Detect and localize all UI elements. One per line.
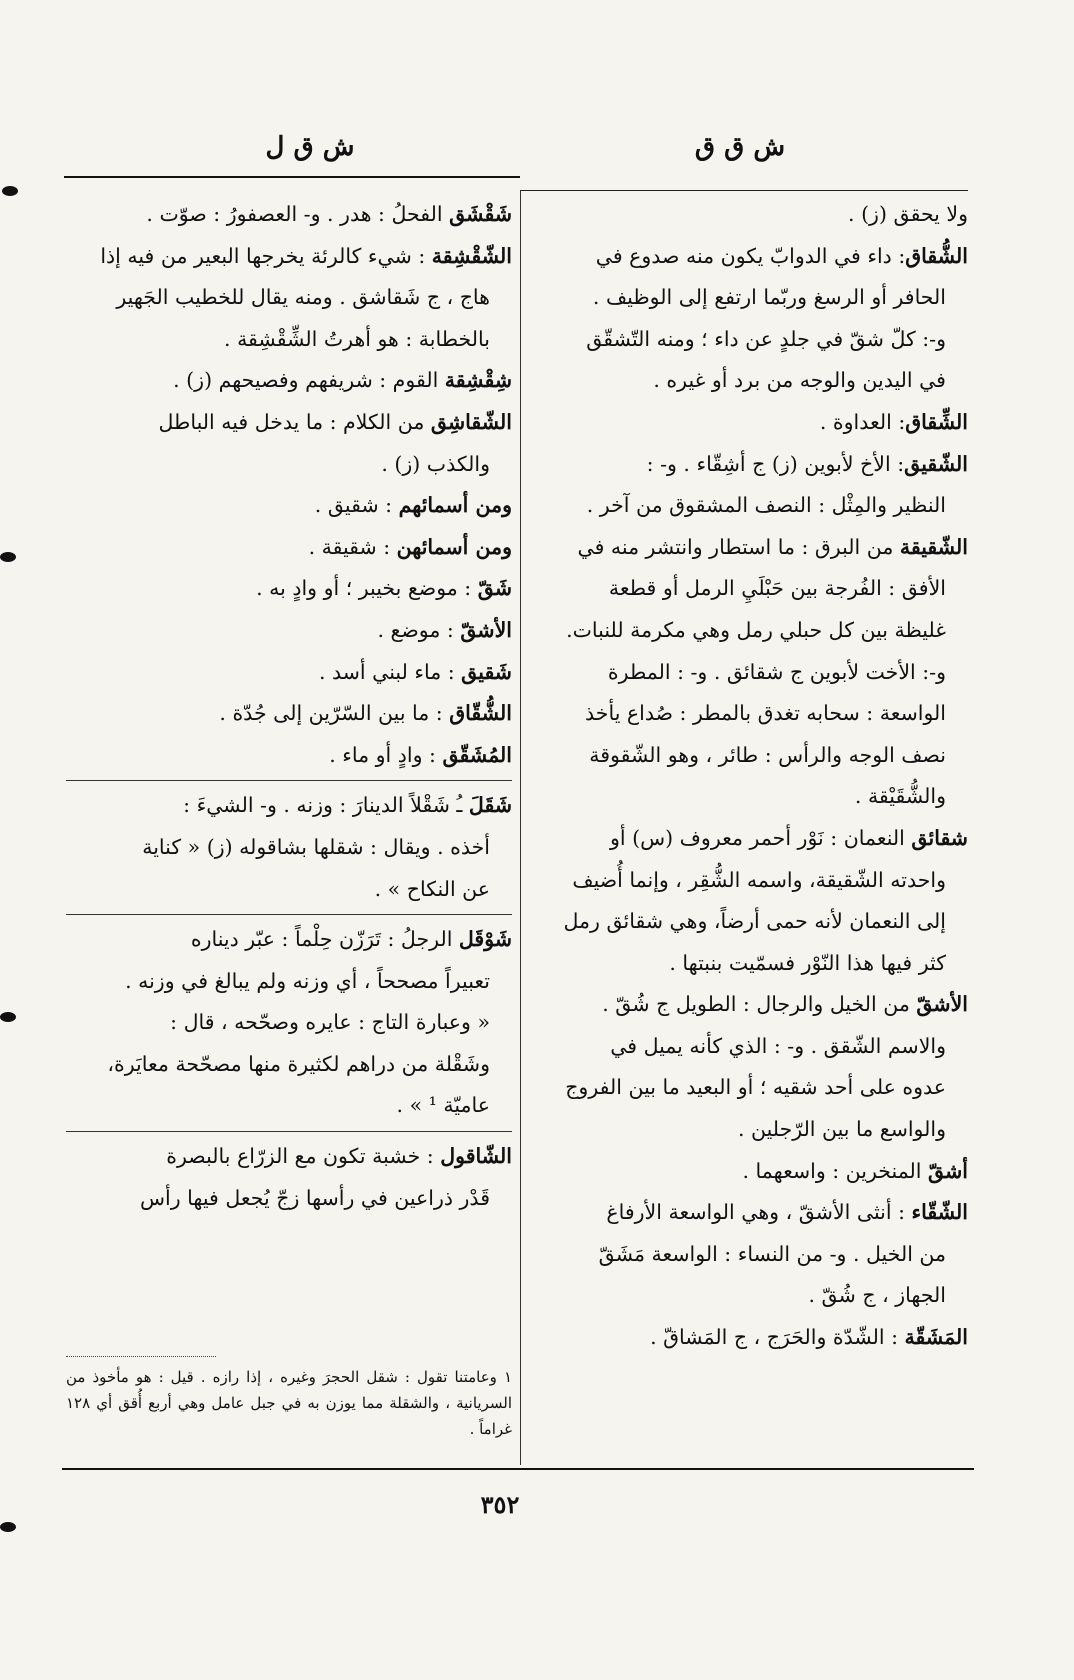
bottom-rule <box>62 1468 974 1470</box>
dictionary-entry <box>528 1317 968 1359</box>
headword: ومن أسمائهم <box>398 493 512 518</box>
definition-text: : داء في الدوابّ يكون منه صدوع في <box>595 243 906 268</box>
scan-blot <box>0 1012 16 1022</box>
entry-separator <box>66 780 512 781</box>
dictionary-entry <box>66 194 512 236</box>
definition-text: ـُ شَقْلاً الدينارَ : وزنه . و- الشيءَ : <box>183 793 469 818</box>
headword: الشّقيقة <box>899 534 968 559</box>
definition-continuation: هاج ، ج شَقاشق . ومنه يقال للخطيب الجَهير <box>116 285 490 310</box>
headword: شَقَلَ <box>468 793 512 818</box>
headword: الشّقّاء <box>911 1200 968 1225</box>
left-column-root-header: ش ق ل <box>265 132 355 162</box>
headword: الشُّقّاق <box>449 701 512 726</box>
headword: شقائق <box>911 825 968 850</box>
dictionary-entry <box>528 444 968 527</box>
definition-continuation: « وعبارة التاج : عايره وصحّحه ، قال : <box>170 1010 490 1035</box>
header-rule-right <box>520 190 968 191</box>
entry-separator <box>66 1131 512 1132</box>
headword: شَقيق <box>461 659 512 684</box>
dictionary-entry <box>528 194 968 236</box>
definition-continuation: الحافر أو الرسغ وربّما ارتفع إلى الوظيف . <box>592 285 946 310</box>
definition-text: : الأخ لأبوين (ز) ج أشِقّاء . و- : <box>646 451 905 476</box>
footnote: ١ وعامتنا تقول : شقل الحجرَ وغيره ، إذا رازه . قيل : هو مأخوذ من السريانية ، والشقلة مما يوزن به في جبل عامل وهي أربع أُقق أي ١٢٨ غراماً . <box>66 1368 512 1438</box>
definition-text: القوم : شريفهم وفصيحهم (ز) . <box>173 368 445 393</box>
definition-continuation: والشُّقَيْقة . <box>854 784 946 809</box>
definition-text: : شقيقة . <box>308 534 397 559</box>
definition-text: : شقيق . <box>314 493 399 518</box>
definition-continuation: في اليدين والوجه من برد أو غيره . <box>653 368 946 393</box>
definition-continuation: نصف الوجه والرأس : طائر ، وهو الشّقوقة <box>589 742 946 767</box>
headword: الأشقّ <box>460 617 512 642</box>
headword: الأشقّ <box>916 992 968 1017</box>
definition-text: : خشبة تكون مع الزرّاع بالبصرة <box>166 1144 441 1169</box>
definition-text: النعمان : نَوْر أحمر معروف (س) أو <box>610 825 912 850</box>
headword: الشّقاشِق <box>430 409 512 434</box>
headword: شَوْقَل <box>458 927 512 952</box>
definition-text: : ما بين السّرّين إلى جُدّة . <box>219 701 450 726</box>
scan-blot <box>2 186 18 196</box>
dictionary-entry <box>528 402 968 444</box>
definition-continuation: و-: كلّ شقّ في جلدٍ عن داء ؛ ومنه التّشقّق <box>586 326 946 351</box>
footnote-rule <box>66 1356 216 1357</box>
entry-separator <box>66 914 512 915</box>
headword: ومن أسمائهن <box>396 534 512 559</box>
headword: المُشَقّق <box>442 742 512 767</box>
definition-text: المنخرين : واسعهما . <box>742 1158 929 1183</box>
definition-continuation: و-: الأخت لأبوين ج شقائق . و- : المطرة <box>607 659 946 684</box>
scan-blot <box>0 1522 16 1532</box>
page-number: ٣٥٢ <box>480 1490 520 1519</box>
definition-continuation: عن النكاح » . <box>374 876 490 901</box>
dictionary-entry <box>66 735 512 777</box>
definition-text: : ماء لبني أسد . <box>318 659 462 684</box>
definition-text: : وادٍ أو ماء . <box>329 742 443 767</box>
scan-blot <box>0 552 16 562</box>
definition-text: من الخيل والرجال : الطويل ج شُقّ . <box>602 992 917 1017</box>
column-divider <box>520 190 521 1465</box>
definition-text: : الشّدّة والحَرَج ، ج المَشاقّ . <box>650 1325 905 1350</box>
dictionary-entry <box>66 919 512 1127</box>
dictionary-entry <box>66 1136 512 1219</box>
header-rule-left <box>64 176 520 178</box>
definition-continuation: الواسعة : سحابه تغدق بالمطر : صُداع يأخذ <box>585 701 946 726</box>
headword: شَقْشَق <box>449 202 512 226</box>
headword: الشّقْشِقة <box>431 243 512 268</box>
dictionary-entry <box>66 693 512 735</box>
definition-continuation: عاميّة ¹ » . <box>396 1093 490 1118</box>
definition-text: الفحلُ : هدر . و- العصفورُ : صوّت . <box>146 202 450 226</box>
definition-text: : شيء كالرئة يخرجها البعير من فيه إذا <box>100 243 432 268</box>
headword: الشّاقول <box>440 1144 512 1169</box>
definition-continuation: واحدته الشّقيقة، واسمه الشُّقِر ، وإنما أُضيف <box>572 867 946 892</box>
definition-continuation: بالخطابة : هو أهرتُ الشِّقْشِقة . <box>224 326 490 351</box>
definition-text: : أنثى الأشقّ ، وهي الواسعة الأرفاغ <box>606 1200 912 1225</box>
dictionary-entry <box>528 984 968 1150</box>
definition-continuation: غليظة بين كل حبلي رمل وهي مكرمة للنبات. <box>566 617 946 642</box>
definition-text: الرجلُ : تَرَزّن حِلْماً : عبّر ديناره <box>190 927 459 952</box>
headword: الشّقيق <box>904 451 968 476</box>
definition-continuation: والاسم الشّقق . و- : الذي كأنه يميل في <box>610 1033 946 1058</box>
dictionary-entry <box>66 527 512 569</box>
dictionary-entry <box>66 485 512 527</box>
dictionary-entry <box>66 568 512 610</box>
definition-continuation: إلى النعمان لأنه حمى أرضاً، وهي شقائق رمل <box>563 909 946 934</box>
right-column-root-header: ش ق ق <box>694 132 786 162</box>
dictionary-entry <box>528 818 968 984</box>
definition-continuation: والواسع ما بين الرّجلين . <box>737 1117 946 1142</box>
definition-continuation: والكذب (ز) . <box>381 451 490 476</box>
dictionary-entry <box>66 652 512 694</box>
definition-text: من الكلام : ما يدخل فيه الباطل <box>158 409 431 434</box>
headword: شِقْشِقة <box>444 368 512 393</box>
dictionary-entry <box>528 1151 968 1193</box>
definition-text: : موضع . <box>377 617 461 642</box>
dictionary-entry <box>528 236 968 402</box>
definition-continuation: من الخيل . و- من النساء : الواسعة مَشَقّ <box>598 1241 946 1266</box>
dictionary-entry <box>66 610 512 652</box>
left-column <box>66 194 512 1219</box>
right-column <box>528 194 968 1359</box>
headword: الشِّقاق <box>905 409 968 434</box>
definition-continuation: الأفق : الفُرجة بين حَبْلَيِ الرمل أو قطعة <box>608 576 946 601</box>
dictionary-entry <box>66 402 512 485</box>
definition-continuation: النظير والمِثْل : النصف المشقوق من آخر . <box>586 493 946 518</box>
definition-text: : العداوة . <box>819 409 906 434</box>
definition-continuation: تعبيراً مصححاً ، أي وزنه ولم يبالغ في وزنه . <box>125 968 490 993</box>
definition-continuation: أخذه . ويقال : شقلها بشاقوله (ز) « كناية <box>142 834 490 859</box>
definition-continuation: عدوه على أحد شقيه ؛ أو البعيد ما بين الفروج <box>565 1075 946 1100</box>
dictionary-entry <box>528 527 968 818</box>
headword: المَشَقّة <box>904 1325 968 1350</box>
headword: أشقّ <box>928 1158 968 1183</box>
definition-continuation: كثر فيها هذا النّوْر فسمّيت بنبتها . <box>669 950 946 975</box>
definition-text: من البرق : ما استطار وانتشر منه في <box>577 534 900 559</box>
definition-continuation: وشَقْلة من دراهم لكثيرة منها مصحّحة معايَرة، <box>107 1051 490 1076</box>
dictionary-entry <box>66 236 512 361</box>
headword: شَقّ <box>477 576 512 601</box>
dictionary-entry <box>66 785 512 910</box>
dictionary-entry <box>528 1192 968 1317</box>
headword: الشُّقاق <box>905 243 968 268</box>
definition-text: : موضع بخيبر ؛ أو وادٍ به . <box>256 576 478 601</box>
definition-text: ولا يحقق (ز) . <box>848 202 968 226</box>
definition-continuation: قَدْر ذراعين في رأسها زجّ يُجعل فيها رأس <box>140 1185 490 1210</box>
definition-continuation: الجهاز ، ج شُقّ . <box>808 1283 946 1308</box>
dictionary-entry <box>66 360 512 402</box>
